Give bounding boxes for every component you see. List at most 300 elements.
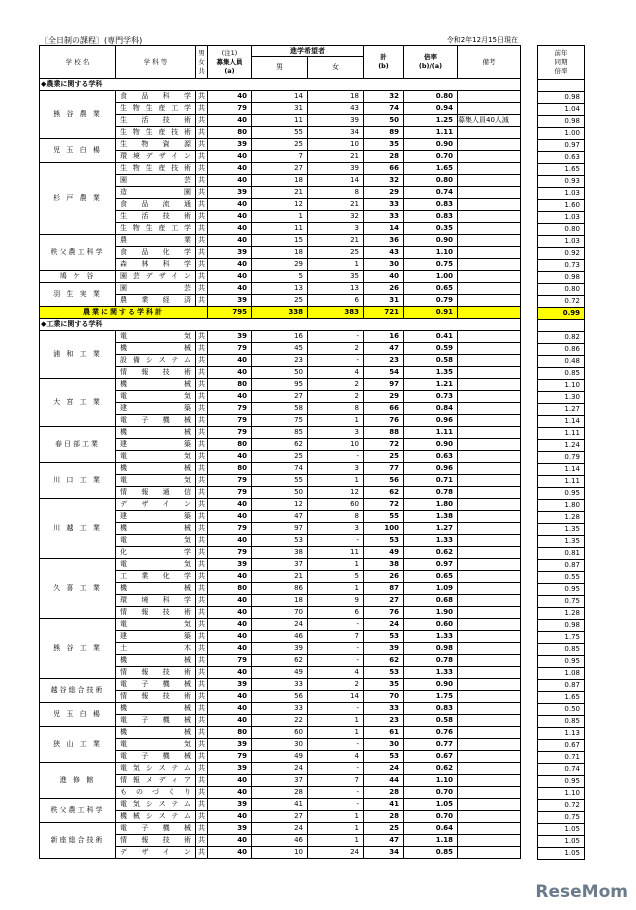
col-total: 計 (b) [364, 46, 404, 79]
prev-ratio-cell: 1.11 [538, 476, 585, 488]
ratio-cell: 0.97 [404, 559, 458, 571]
quota-cell: 40 [208, 115, 252, 127]
prev-ratio-cell: 0.80 [538, 284, 585, 296]
quota-cell: 39 [208, 763, 252, 775]
table-row [538, 656, 585, 668]
remarks-cell [458, 535, 521, 547]
total-cell: 87 [364, 583, 404, 595]
female-cell: 18 [308, 91, 364, 103]
prev-ratio-cell: 1.80 [538, 500, 585, 512]
table-row [538, 164, 585, 176]
male-cell: 7 [252, 151, 308, 163]
remarks-cell [458, 295, 521, 307]
male-cell: 41 [252, 799, 308, 811]
female-cell: 1 [308, 823, 364, 835]
male-cell: 56 [252, 691, 308, 703]
gender-cell: 共 [196, 463, 208, 475]
total-cell: 29 [364, 391, 404, 403]
gender-cell: 共 [196, 115, 208, 127]
dept-name: 建築 [116, 511, 196, 523]
female-cell: 25 [308, 247, 364, 259]
female-cell: 4 [308, 367, 364, 379]
ratio-cell: 1.00 [404, 271, 458, 283]
gender-cell: 共 [196, 559, 208, 571]
table-row [538, 140, 585, 152]
female-cell: 6 [308, 607, 364, 619]
dept-name: 電気 [116, 739, 196, 751]
prev-ratio-cell: 0.75 [538, 596, 585, 608]
ratio-cell: 0.96 [404, 463, 458, 475]
remarks-cell [458, 403, 521, 415]
dept-name: 農業経済 [116, 295, 196, 307]
table-row [538, 128, 585, 140]
table-row [40, 463, 521, 475]
ratio-cell: 0.80 [404, 91, 458, 103]
col-remarks: 備考 [458, 46, 521, 79]
quota-cell: 40 [208, 787, 252, 799]
total-cell: 34 [364, 847, 404, 859]
total-cell: 24 [364, 763, 404, 775]
prev-ratio-cell: 0.55 [538, 572, 585, 584]
gender-cell: 共 [196, 535, 208, 547]
remarks-cell [458, 775, 521, 787]
female-cell: - [308, 451, 364, 463]
remarks-cell [458, 163, 521, 175]
table-row [538, 452, 585, 464]
ratio-cell: 1.27 [404, 523, 458, 535]
prev-ratio-cell: 0.87 [538, 560, 585, 572]
female-cell: 35 [308, 271, 364, 283]
table-row [538, 836, 585, 848]
female-cell: 32 [308, 211, 364, 223]
gender-cell: 共 [196, 823, 208, 835]
male-cell: 16 [252, 331, 308, 343]
female-cell: 1 [308, 835, 364, 847]
quota-cell: 40 [208, 535, 252, 547]
ratio-cell: 1.25 [404, 115, 458, 127]
ratio-cell: 1.75 [404, 691, 458, 703]
school-name: 児 玉 白 楊 [40, 139, 116, 163]
female-cell: 3 [308, 427, 364, 439]
quota-cell: 40 [208, 175, 252, 187]
total-cell: 56 [364, 475, 404, 487]
gender-cell: 共 [196, 415, 208, 427]
table-row [40, 559, 521, 571]
male-cell: 28 [252, 787, 308, 799]
quota-cell: 40 [208, 451, 252, 463]
female-cell: 1 [308, 715, 364, 727]
total-cell: 29 [364, 187, 404, 199]
quota-cell: 40 [208, 199, 252, 211]
ratio-cell: 0.35 [404, 223, 458, 235]
remarks-cell [458, 511, 521, 523]
remarks-cell [458, 667, 521, 679]
prev-ratio-cell: 1.30 [538, 392, 585, 404]
remarks-cell [458, 619, 521, 631]
table-row [538, 632, 585, 644]
section-title: ◆工業に関する学科 [40, 319, 521, 331]
table-row [40, 763, 521, 775]
prev-ratio-cell: 1.00 [538, 128, 585, 140]
quota-cell: 40 [208, 775, 252, 787]
female-cell: 1 [308, 811, 364, 823]
ratio-cell: 0.85 [404, 847, 458, 859]
total-cell: 26 [364, 283, 404, 295]
dept-name: 電気 [116, 559, 196, 571]
remarks-cell [458, 103, 521, 115]
male-cell: 45 [252, 343, 308, 355]
gender-cell: 共 [196, 739, 208, 751]
table-row [538, 464, 585, 476]
gender-cell: 共 [196, 679, 208, 691]
male-cell: 18 [252, 595, 308, 607]
remarks-cell [458, 763, 521, 775]
female-cell: 4 [308, 751, 364, 763]
school-name: 狭 山 工 業 [40, 727, 116, 763]
table-row [538, 188, 585, 200]
total-cell: 16 [364, 331, 404, 343]
male-cell: 74 [252, 463, 308, 475]
ratio-cell: 1.33 [404, 667, 458, 679]
female-cell: 2 [308, 391, 364, 403]
quota-cell: 40 [208, 283, 252, 295]
total-cell: 70 [364, 691, 404, 703]
prev-ratio-cell: 1.65 [538, 164, 585, 176]
ratio-cell: 1.18 [404, 835, 458, 847]
quota-cell: 40 [208, 847, 252, 859]
dept-name: 生物生産工学 [116, 223, 196, 235]
female-cell: 3 [308, 223, 364, 235]
section-row [40, 319, 521, 331]
table-row [538, 296, 585, 308]
male-cell: 33 [252, 703, 308, 715]
prev-ratio-cell: 0.73 [538, 260, 585, 272]
dept-name: 生活技術 [116, 211, 196, 223]
male-cell: 37 [252, 559, 308, 571]
male-cell: 23 [252, 355, 308, 367]
dept-name: 電気 [116, 475, 196, 487]
prev-ratio-cell: 0.85 [538, 716, 585, 728]
total-cell: 32 [364, 91, 404, 103]
ratio-cell: 0.70 [404, 787, 458, 799]
total-cell: 50 [364, 115, 404, 127]
ratio-cell: 0.58 [404, 355, 458, 367]
dept-name: 造園 [116, 187, 196, 199]
female-cell: - [308, 703, 364, 715]
table-row [538, 584, 585, 596]
female-cell: 2 [308, 679, 364, 691]
gender-cell: 共 [196, 475, 208, 487]
ratio-cell: 1.09 [404, 583, 458, 595]
ratio-cell: 0.79 [404, 295, 458, 307]
remarks-cell [458, 271, 521, 283]
total-cell: 30 [364, 259, 404, 271]
prev-ratio-cell: 1.05 [538, 824, 585, 836]
ratio-cell: 0.65 [404, 283, 458, 295]
quota-cell: 80 [208, 727, 252, 739]
remarks-cell [458, 835, 521, 847]
applicants-table [39, 45, 521, 859]
quota-cell: 79 [208, 343, 252, 355]
remarks-cell: 募集人員40人減 [458, 115, 521, 127]
female-cell: 14 [308, 691, 364, 703]
male-cell: 5 [252, 271, 308, 283]
quota-cell: 40 [208, 667, 252, 679]
prev-ratio-cell: 0.93 [538, 176, 585, 188]
prev-ratio-cell: 1.24 [538, 440, 585, 452]
female-cell: 4 [308, 667, 364, 679]
quota-cell: 80 [208, 583, 252, 595]
table-row [40, 379, 521, 391]
total-cell: 23 [364, 715, 404, 727]
school-name: 秩父農工科学 [40, 235, 116, 271]
female-cell: 14 [308, 175, 364, 187]
dept-name: 建築 [116, 631, 196, 643]
gender-cell: 共 [196, 187, 208, 199]
total-cell: 33 [364, 703, 404, 715]
dept-name: 情報技術 [116, 367, 196, 379]
quota-cell: 40 [208, 151, 252, 163]
total-cell: 76 [364, 607, 404, 619]
table-row [538, 824, 585, 836]
female-cell: 21 [308, 151, 364, 163]
total-cell: 44 [364, 775, 404, 787]
gender-cell: 共 [196, 139, 208, 151]
total-cell: 27 [364, 595, 404, 607]
male-cell: 25 [252, 139, 308, 151]
male-cell: 33 [252, 679, 308, 691]
female-cell: - [308, 787, 364, 799]
prev-ratio-cell: 1.13 [538, 728, 585, 740]
remarks-cell [458, 259, 521, 271]
dept-name: 環境科学 [116, 595, 196, 607]
total-cell: 40 [364, 271, 404, 283]
school-name: 大 宮 工 業 [40, 379, 116, 427]
remarks-cell [458, 151, 521, 163]
total-cell: 24 [364, 619, 404, 631]
gender-cell: 共 [196, 427, 208, 439]
male-cell: 27 [252, 391, 308, 403]
watermark-logo: ReseMom [535, 882, 628, 902]
female-cell: - [308, 535, 364, 547]
dept-name: 食品科学 [116, 91, 196, 103]
quota-cell: 40 [208, 607, 252, 619]
table-row [538, 512, 585, 524]
table-row [538, 272, 585, 284]
total-cell: 54 [364, 367, 404, 379]
female-cell: 3 [308, 463, 364, 475]
remarks-cell [458, 439, 521, 451]
remarks-cell [458, 463, 521, 475]
prev-ratio-cell: 0.95 [538, 656, 585, 668]
table-row [40, 727, 521, 739]
total-cell: 25 [364, 823, 404, 835]
prev-ratio-cell: 0.72 [538, 800, 585, 812]
gender-cell: 共 [196, 607, 208, 619]
prev-ratio-cell: 0.75 [538, 812, 585, 824]
total-cell: 53 [364, 631, 404, 643]
ratio-cell: 1.11 [404, 427, 458, 439]
remarks-cell [458, 139, 521, 151]
gender-cell: 共 [196, 787, 208, 799]
table-row [538, 224, 585, 236]
dept-name: 機械 [116, 463, 196, 475]
remarks-cell [458, 643, 521, 655]
remarks-cell [458, 811, 521, 823]
total-row [538, 308, 585, 320]
ratio-cell: 0.77 [404, 739, 458, 751]
male-cell: 22 [252, 715, 308, 727]
table-row [538, 476, 585, 488]
table-row [538, 752, 585, 764]
table-row [538, 332, 585, 344]
quota-cell: 40 [208, 619, 252, 631]
female-cell: 7 [308, 631, 364, 643]
remarks-cell [458, 547, 521, 559]
remarks-cell [458, 799, 521, 811]
dept-name: 電気システム [116, 799, 196, 811]
ratio-cell: 1.33 [404, 535, 458, 547]
quota-cell: 40 [208, 499, 252, 511]
total-cell: 36 [364, 235, 404, 247]
table-row [538, 380, 585, 392]
remarks-cell [458, 451, 521, 463]
remarks-cell [458, 283, 521, 295]
prev-ratio-cell: 1.28 [538, 608, 585, 620]
prev-ratio-cell: 0.86 [538, 344, 585, 356]
dept-name: 電気システム [116, 763, 196, 775]
gender-cell: 共 [196, 151, 208, 163]
table-row [538, 200, 585, 212]
quota-cell: 40 [208, 643, 252, 655]
table-row [538, 260, 585, 272]
female-cell: 3 [308, 523, 364, 535]
female-cell: 13 [308, 283, 364, 295]
total-cell: 66 [364, 403, 404, 415]
prev-ratio-cell: 0.79 [538, 452, 585, 464]
total-cell: 38 [364, 559, 404, 571]
female-cell: - [308, 655, 364, 667]
total-row [40, 307, 521, 319]
gender-cell: 共 [196, 283, 208, 295]
total-cell: 49 [364, 547, 404, 559]
male-cell: 46 [252, 631, 308, 643]
total-cell: 53 [364, 535, 404, 547]
dept-name: 情報技術 [116, 835, 196, 847]
dept-name: 環境デザイン [116, 151, 196, 163]
dept-name: 化学 [116, 547, 196, 559]
table-row [538, 560, 585, 572]
table-row [538, 728, 585, 740]
table-row [40, 91, 521, 103]
dept-name: ものづくり [116, 787, 196, 799]
table-row [538, 356, 585, 368]
female-cell: 10 [308, 139, 364, 151]
table-row [40, 703, 521, 715]
table-row [538, 428, 585, 440]
quota-cell: 39 [208, 739, 252, 751]
school-name: 秩父農工科学 [40, 799, 116, 823]
remarks-cell [458, 199, 521, 211]
total-cell: 43 [364, 247, 404, 259]
prev-ratio-cell: 0.74 [538, 764, 585, 776]
remarks-cell [458, 715, 521, 727]
remarks-cell [458, 691, 521, 703]
remarks-cell [458, 751, 521, 763]
total-male: 338 [252, 307, 308, 319]
male-cell: 49 [252, 751, 308, 763]
prev-ratio-cell: 1.04 [538, 104, 585, 116]
ratio-cell: 0.90 [404, 235, 458, 247]
gender-cell: 共 [196, 355, 208, 367]
table-row [538, 548, 585, 560]
male-cell: 13 [252, 283, 308, 295]
quota-cell: 40 [208, 703, 252, 715]
female-cell: 1 [308, 727, 364, 739]
total-cell: 89 [364, 127, 404, 139]
male-cell: 12 [252, 199, 308, 211]
prev-ratio-cell: 1.10 [538, 380, 585, 392]
gender-cell: 共 [196, 343, 208, 355]
female-cell: 11 [308, 547, 364, 559]
table-row [538, 440, 585, 452]
gender-cell: 共 [196, 715, 208, 727]
quota-cell: 40 [208, 391, 252, 403]
prev-ratio-cell: 1.14 [538, 464, 585, 476]
gender-cell: 共 [196, 691, 208, 703]
prev-ratio-cell: 0.71 [538, 752, 585, 764]
total-cell: 47 [364, 343, 404, 355]
remarks-cell [458, 523, 521, 535]
dept-name: 生物資源 [116, 139, 196, 151]
school-name: 越谷総合技術 [40, 679, 116, 703]
male-cell: 29 [252, 259, 308, 271]
school-name: 川 口 工 業 [40, 463, 116, 499]
school-name: 熊 谷 農 業 [40, 91, 116, 139]
quota-cell: 39 [208, 139, 252, 151]
gender-cell: 共 [196, 451, 208, 463]
quota-cell: 39 [208, 679, 252, 691]
quota-cell: 40 [208, 91, 252, 103]
col-dept: 学 科 等 [116, 46, 196, 79]
female-cell: - [308, 331, 364, 343]
total-cell: 97 [364, 379, 404, 391]
table-title: 〔全日制の課程〕(専門学科) [40, 36, 143, 45]
gender-cell: 共 [196, 583, 208, 595]
dept-name: 園芸デザイン [116, 271, 196, 283]
col-female: 女 [308, 57, 364, 79]
dept-name: 農業 [116, 235, 196, 247]
col-ratio: 倍率 (b)/(a) [404, 46, 458, 79]
table-row [538, 116, 585, 128]
quota-cell: 40 [208, 235, 252, 247]
female-cell: 7 [308, 775, 364, 787]
gender-cell: 共 [196, 379, 208, 391]
ratio-cell: 0.83 [404, 211, 458, 223]
table-row [40, 271, 521, 283]
gender-cell: 共 [196, 703, 208, 715]
prev-ratio-cell: 1.14 [538, 416, 585, 428]
ratio-cell: 0.65 [404, 571, 458, 583]
female-cell: - [308, 763, 364, 775]
prev-ratio-cell: 0.92 [538, 248, 585, 260]
total-cell: 32 [364, 175, 404, 187]
female-cell: 34 [308, 127, 364, 139]
blank-cell [538, 80, 585, 92]
prev-ratio-cell: 0.85 [538, 368, 585, 380]
total-cell: 74 [364, 103, 404, 115]
remarks-cell [458, 559, 521, 571]
